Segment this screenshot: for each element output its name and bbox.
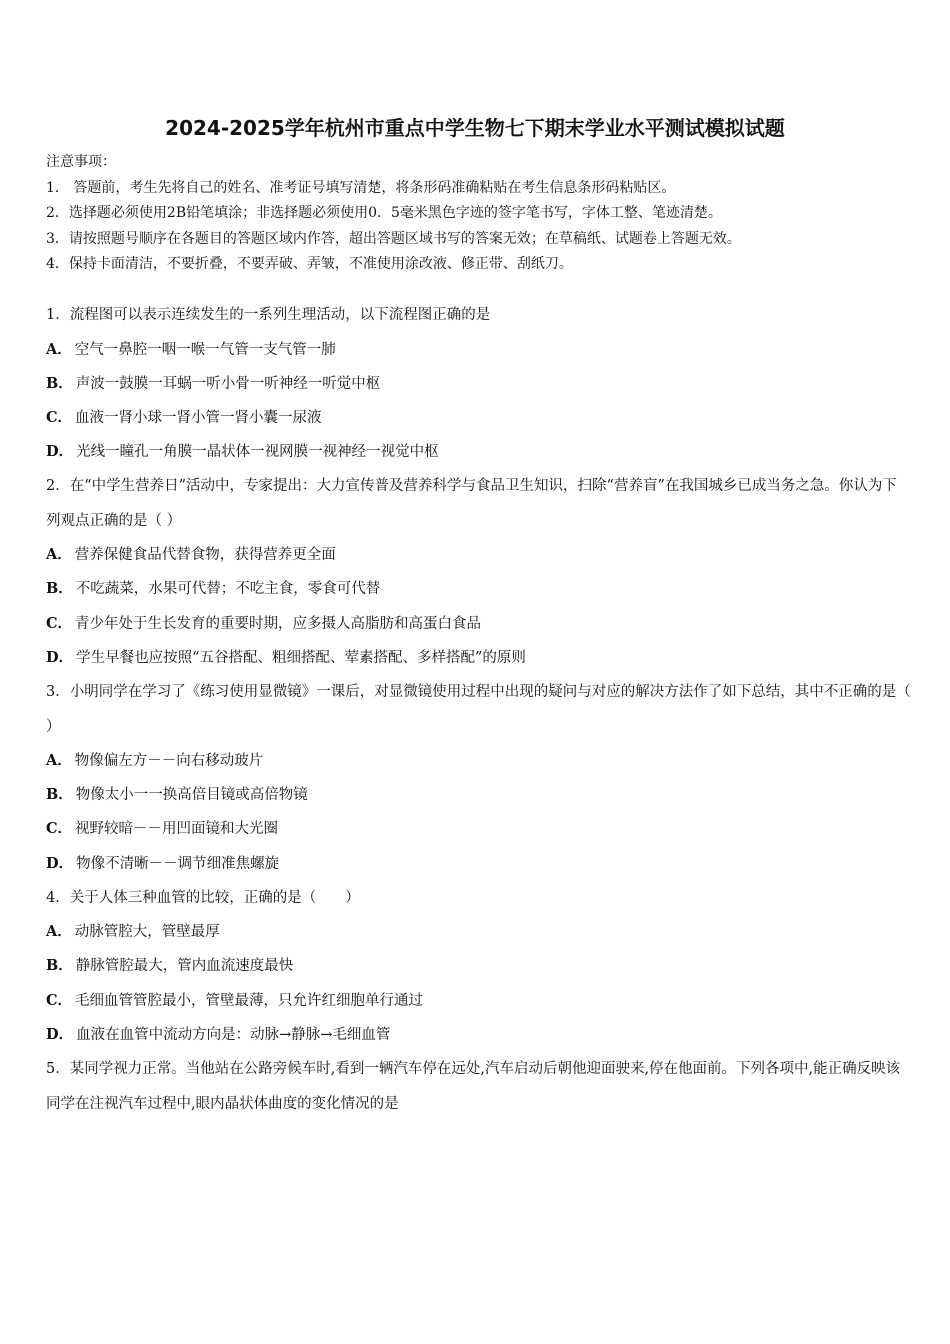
option-c <box>46 607 911 641</box>
option-text: 空气一鼻腔一咽一喉一气管一支气管一肺 <box>74 341 336 358</box>
option-letter: C． <box>46 614 73 632</box>
notice-item: 2．选择题必须使用2B铅笔填涂；非选择题必须使用0．5毫米黑色字迹的签字笔书写，字体工整、笔迹清楚。 <box>46 205 722 221</box>
option-letter: C． <box>46 991 73 1009</box>
notice-section <box>46 150 916 278</box>
option-c <box>46 812 911 846</box>
question-list <box>46 298 911 1121</box>
option-text: 动脉管腔大，管壁最厚 <box>74 924 220 941</box>
option-letter: B． <box>46 786 73 804</box>
option-letter: D． <box>46 443 74 461</box>
option-b <box>46 367 911 401</box>
option-letter: A． <box>46 340 72 358</box>
question-1 <box>46 298 911 469</box>
option-letter: D． <box>46 1025 74 1043</box>
question-stem: 5．某同学视力正常。当他站在公路旁候车时,看到一辆汽车停在远处,汽车启动后朝他迎面驶来,停在他面前。下列各项中,能正确反映该同学在注视汽车过程中,眼内晶状体曲度的变化情况的是 <box>46 1061 901 1112</box>
option-text: 物像太小一一换高倍目镜或高倍物镜 <box>75 787 308 804</box>
option-text: 青少年处于生长发育的重要时期，应多摄人高脂肪和高蛋白食品 <box>75 615 482 632</box>
option-b <box>46 778 911 812</box>
option-letter: B． <box>46 374 73 392</box>
option-a <box>46 538 911 572</box>
option-a <box>46 333 911 367</box>
option-letter: A． <box>46 752 72 769</box>
notice-item: 3．请按照题号顺序在各题目的答题区域内作答，超出答题区域书写的答案无效；在草稿纸、试题卷上答题无效。 <box>46 230 741 247</box>
option-text: 物像不清晰－－调节细准焦螺旋 <box>76 855 280 872</box>
option-d <box>46 1018 911 1052</box>
option-text: 血液一肾小球一肾小管一肾小囊一尿液 <box>75 409 322 426</box>
question-stem: 1．流程图可以表示连续发生的一系列生理活动，以下流程图正确的是 <box>46 307 491 323</box>
option-c <box>46 401 911 435</box>
option-a <box>46 915 911 949</box>
option-letter: A． <box>46 923 72 941</box>
question-stem: 3．小明同学在学习了《练习使用显微镜》一课后，对显微镜使用过程中出现的疑问与对应的解决方法作了如下总结，其中不正确的是（ ） <box>46 684 911 735</box>
option-b <box>46 572 911 606</box>
option-d <box>46 641 911 675</box>
option-letter: A． <box>46 546 72 564</box>
option-text: 视野较暗－－用凹面镜和大光圈 <box>75 821 279 838</box>
option-d <box>46 847 911 881</box>
option-letter: D． <box>46 648 74 666</box>
notice-heading: 注意事项： <box>46 154 116 170</box>
question-2 <box>46 469 911 675</box>
question-3 <box>46 675 911 881</box>
option-letter: C． <box>46 820 73 838</box>
page-title: 2024-2025学年杭州市重点中学生物七下期末学业水平测试模拟试题 <box>165 116 785 140</box>
notice-item: 1． 答题前，考生先将自己的姓名、准考证号填写清楚，将条形码准确粘贴在考生信息条形码粘贴区。 <box>46 179 676 196</box>
option-letter: B． <box>46 580 73 598</box>
option-b <box>46 949 911 983</box>
option-text: 物像偏左方－－向右移动玻片 <box>74 753 264 769</box>
option-letter: B． <box>46 957 73 975</box>
question-4 <box>46 881 911 1052</box>
option-text: 静脉管腔最大，管内血流速度最快 <box>75 958 294 975</box>
notice-item: 4．保持卡面清洁，不要折叠，不要弄破、弄皱，不准使用涂改液、修正带、刮纸刀。 <box>46 256 573 272</box>
option-letter: D． <box>46 854 74 872</box>
option-text: 营养保健食品代替食物，获得营养更全面 <box>74 547 336 564</box>
option-text: 不吃蔬菜，水果可代替；不吃主食，零食可代替 <box>75 581 381 598</box>
question-stem: 2．在“中学生营养日”活动中，专家提出：大力宣传普及营养科学与食品卫生知识，扫除“营养盲”在我国城乡已成当务之急。你认为下列观点正确的是（ ） <box>46 478 897 529</box>
option-text: 学生早餐也应按照“五谷搭配、粗细搭配、荤素搭配、多样搭配”的原则 <box>76 649 526 666</box>
option-text: 血液在血管中流动方向是：动脉→静脉→毛细血管 <box>76 1026 391 1043</box>
option-a <box>46 744 911 778</box>
option-text: 声波一鼓膜一耳蜗一听小骨一听神经一听觉中枢 <box>75 375 381 392</box>
option-letter: C． <box>46 408 73 426</box>
option-text: 光线一瞳孔一角膜一晶状体一视网膜一视神经一视觉中枢 <box>76 444 439 461</box>
option-c <box>46 984 911 1018</box>
question-stem: 4．关于人体三种血管的比较，正确的是（ ） <box>46 889 360 906</box>
option-text: 毛细血管管腔最小，管壁最薄，只允许红细胞单行通过 <box>75 992 424 1009</box>
option-d <box>46 435 911 469</box>
question-5 <box>46 1052 911 1121</box>
